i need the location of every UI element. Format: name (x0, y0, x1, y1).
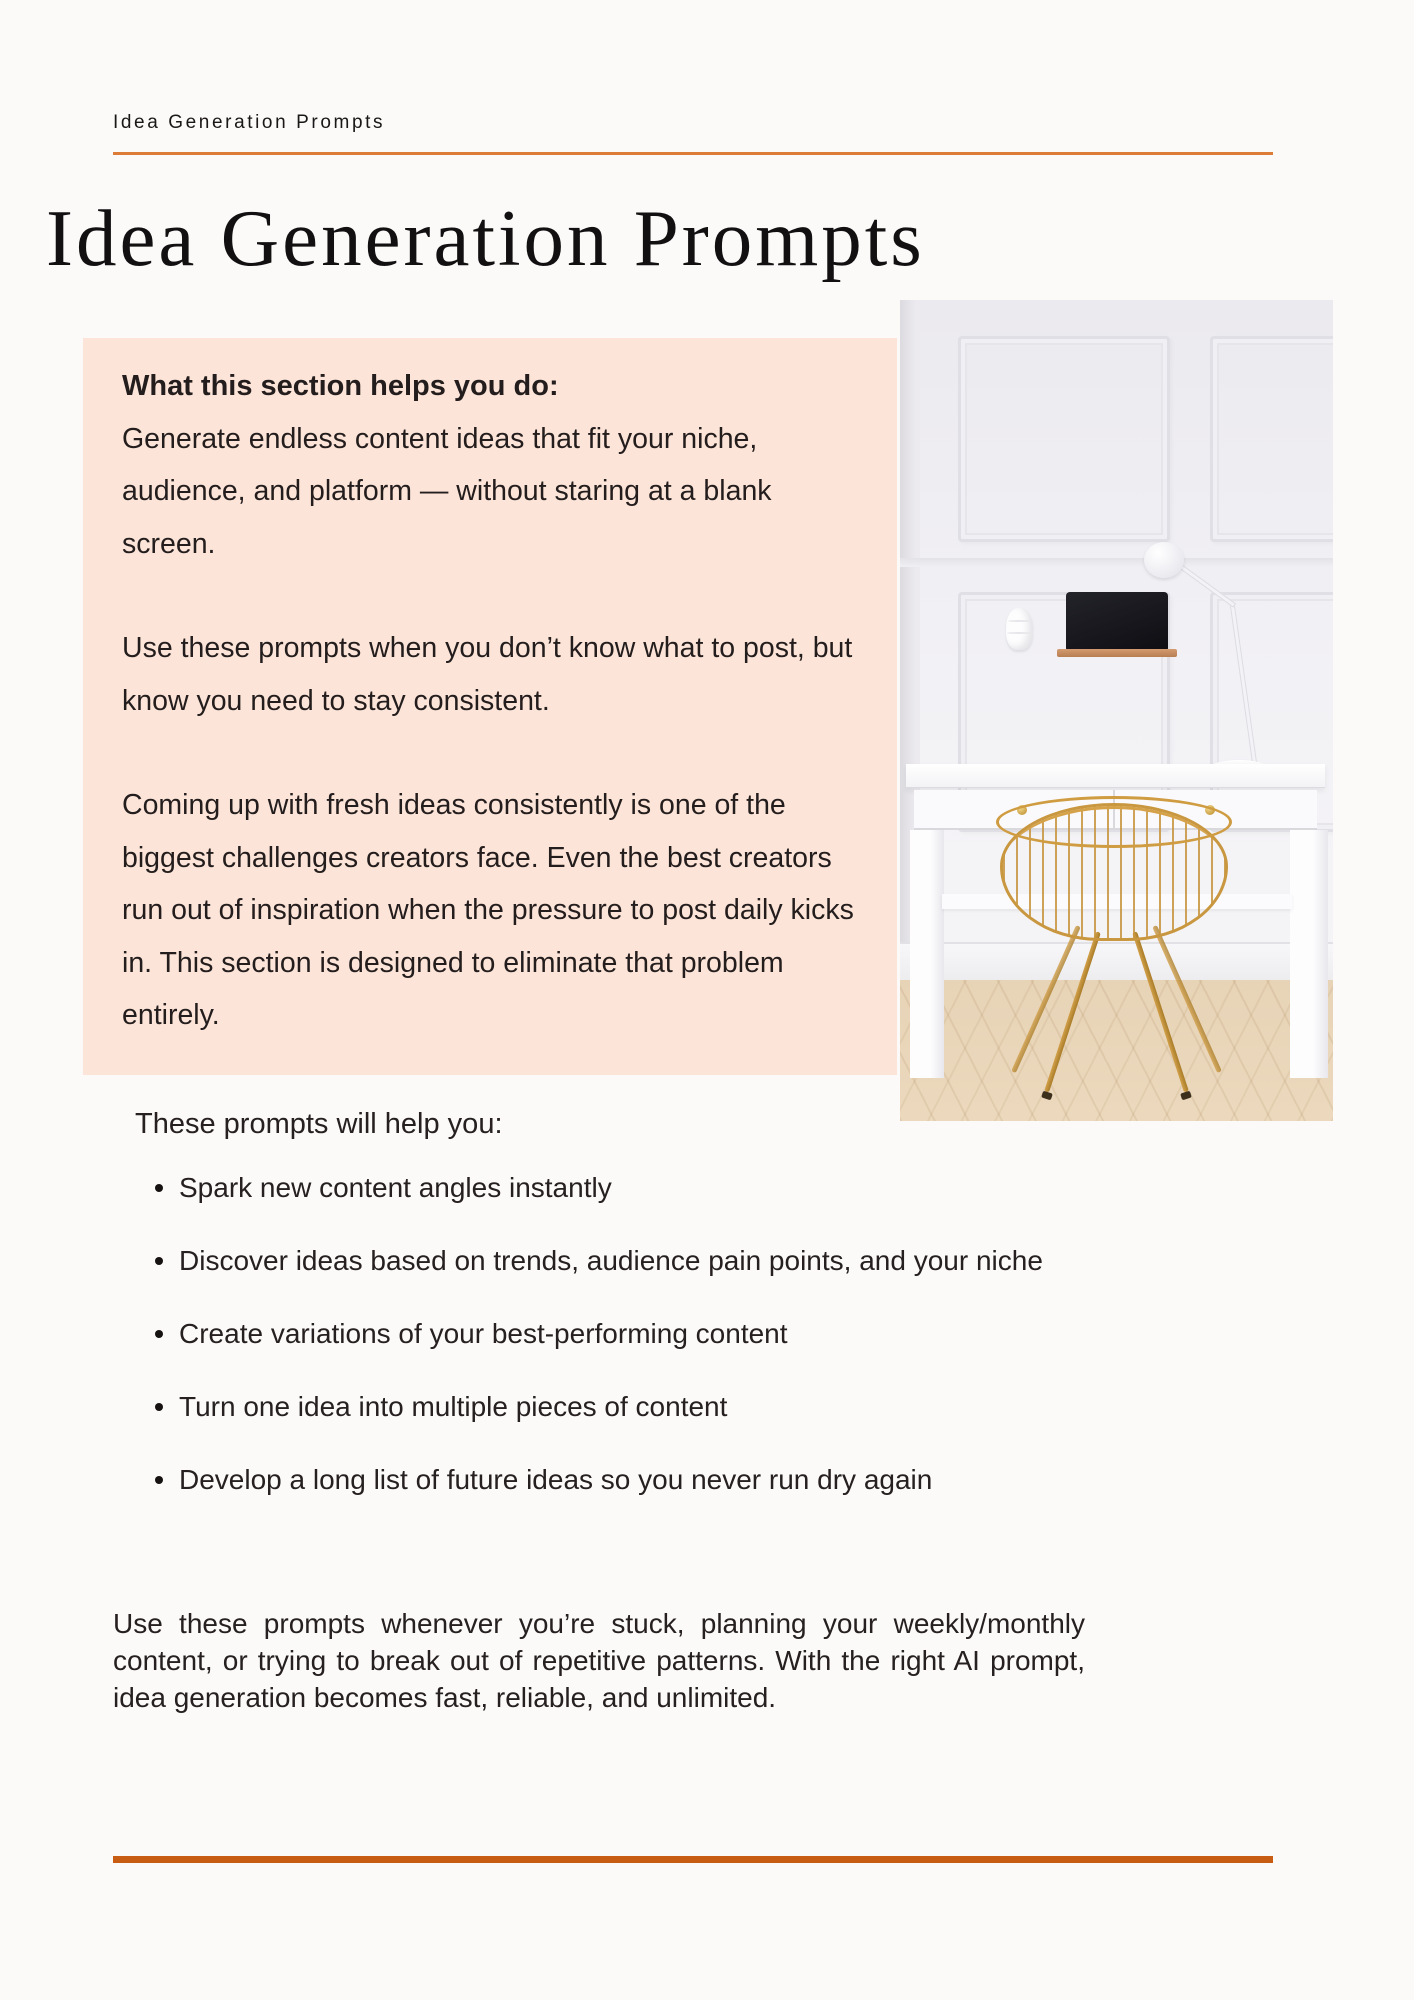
list-item (155, 1389, 1085, 1425)
list-intro: These prompts will help you: (135, 1108, 503, 1140)
baseboard (900, 942, 1333, 980)
bullet-dot-icon (155, 1184, 163, 1192)
box-paragraph: Generate endless content ideas that fit your niche, audience, and platform — without staring at a blank screen. (122, 422, 772, 560)
list-item-text: Spark new content angles instantly (179, 1172, 612, 1203)
highlight-box (83, 338, 897, 1075)
herringbone-floor (900, 980, 1333, 1121)
box-paragraph: Use these prompts when you don’t know what to post, but know you need to stay consistent. (122, 632, 853, 717)
desk-leg (910, 830, 944, 1078)
header-divider (113, 152, 1273, 155)
chair-rail (900, 558, 1333, 567)
bullet-dot-icon (155, 1257, 163, 1265)
page-title: Idea Generation Prompts (46, 193, 925, 283)
lamp-head (1144, 542, 1184, 578)
closing-paragraph: Use these prompts whenever you’re stuck, planning your weekly/monthly content, or trying to break out of repetitive patterns. With the right AI prompt, idea generation becomes fast, reliable, and unlimited. (113, 1608, 1085, 1713)
laptop-stand (1057, 649, 1177, 657)
footer-divider (113, 1856, 1273, 1863)
bullet-dot-icon (155, 1330, 163, 1338)
box-heading: What this section helps you do: (122, 370, 559, 402)
sculpture-vase (1006, 608, 1033, 650)
list-item (155, 1316, 1085, 1352)
chair-rim (996, 796, 1232, 848)
wall-panel (958, 336, 1170, 542)
list-item-text: Discover ideas based on trends, audience pain points, and your niche (179, 1245, 1043, 1276)
bullet-dot-icon (155, 1476, 163, 1484)
wall-panel (1210, 336, 1333, 542)
workspace-photo (900, 300, 1333, 1121)
desk-leg (1290, 830, 1328, 1078)
bullet-dot-icon (155, 1403, 163, 1411)
laptop (1066, 592, 1168, 650)
list-item-text: Turn one idea into multiple pieces of content (179, 1391, 728, 1422)
benefits-list (155, 1170, 1085, 1535)
box-paragraph: Coming up with fresh ideas consistently is one of the biggest challenges creators face. Even the best creators run out of inspiration when the pressure to post daily kicks in. This section is designed to eliminate that problem entirely. (122, 789, 854, 1031)
running-header: Idea Generation Prompts (113, 112, 386, 133)
list-item (155, 1170, 1085, 1206)
list-item (155, 1243, 1085, 1279)
list-item-text: Develop a long list of future ideas so you never run dry again (179, 1464, 933, 1495)
list-item-text: Create variations of your best-performing content (179, 1318, 788, 1349)
desk-top (906, 764, 1325, 788)
list-item (155, 1462, 1085, 1498)
